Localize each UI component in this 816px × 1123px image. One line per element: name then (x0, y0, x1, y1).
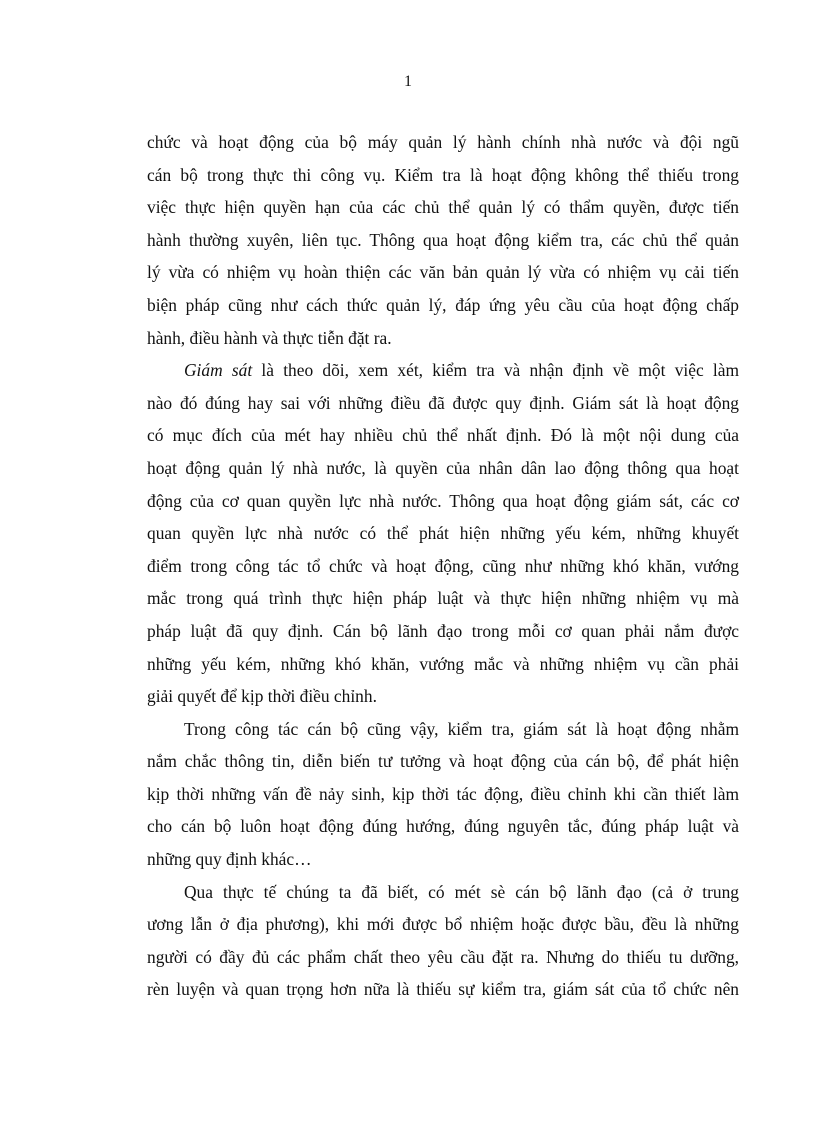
text-line: nắm chắc thông tin, diễn biến tư tưởng và hoạt động của cán bộ, để phát hiện (147, 751, 739, 772)
text-line: rèn luyện và quan trọng hơn nữa là thiếu sự kiểm tra, giám sát của tổ chức nên (147, 979, 739, 1000)
text-line: giải quyết để kịp thời điều chỉnh. (147, 686, 377, 707)
text-line-first (147, 354, 739, 387)
paragraph-1 (147, 126, 739, 354)
text-line: người có đầy đủ các phẩm chất theo yêu cầu đặt ra. Nhưng do thiếu tu dưỡng, (147, 946, 739, 967)
italic-term: Giám sát (184, 360, 253, 381)
text-line: chức và hoạt động của bộ máy quản lý hành chính nhà nước và đội ngũ (147, 132, 739, 152)
text-line: những yếu kém, những khó khăn, vướng mắc và những nhiệm vụ cần phải (147, 653, 739, 674)
text-line: hoạt động quản lý nhà nước, là quyền của nhân dân lao động thông qua hoạt (147, 457, 739, 478)
text-line: pháp luật đã quy định. Cán bộ lãnh đạo trong mỗi cơ quan phải nắm được (147, 620, 739, 641)
text-line: kịp thời những vấn đề nảy sinh, kịp thời tác động, điều chỉnh khi cần thiết làm (147, 783, 739, 804)
text-line: Qua thực tế chúng ta đã biết, có mét sè cán bộ lãnh đạo (cả ở trung (184, 881, 739, 902)
document-body (147, 126, 739, 1006)
text-line: hành, điều hành và thực tiễn đặt ra. (147, 327, 392, 348)
text-line: những quy định khác… (147, 849, 312, 870)
text-line: có mục đích của mét hay nhiều chủ thể nhất định. Đó là một nội dung của (147, 425, 739, 446)
paragraph-3 (147, 713, 739, 876)
text-line: mắc trong quá trình thực hiện pháp luật và thực hiện những nhiệm vụ mà (147, 588, 739, 609)
paragraph-4 (147, 876, 739, 1006)
text-line: Trong công tác cán bộ cũng vậy, kiểm tra, giám sát là hoạt động nhằm (184, 718, 739, 739)
text-line: hành thường xuyên, liên tục. Thông qua hoạt động kiểm tra, các chủ thể quản (147, 229, 739, 250)
text-line: điểm trong công tác tổ chức và hoạt động, cũng như những khó khăn, vướng (147, 555, 739, 576)
text-line: cho cán bộ luôn hoạt động đúng hướng, đúng nguyên tắc, đúng pháp luật và (147, 816, 739, 837)
text-line: ương lẫn ở địa phương), khi mới được bổ nhiệm hoặc được bầu, đều là những (147, 914, 739, 935)
text-line: động của cơ quan quyền lực nhà nước. Thông qua hoạt động giám sát, các cơ (147, 490, 739, 511)
text-line: quan quyền lực nhà nước có thể phát hiện những yếu kém, những khuyết (147, 523, 739, 544)
text-line: lý vừa có nhiệm vụ hoàn thiện các văn bản quản lý vừa có nhiệm vụ cải tiến (147, 262, 739, 283)
text-line: việc thực hiện quyền hạn của các chủ thể quản lý có thẩm quyền, được tiến (147, 197, 739, 218)
text-line: nào đó đúng hay sai với những điều đã được quy định. Giám sát là hoạt động (147, 392, 739, 413)
text-line: cán bộ trong thực thi công vụ. Kiểm tra là hoạt động không thể thiếu trong (147, 164, 739, 185)
text-line: biện pháp cũng như cách thức quản lý, đáp ứng yêu cầu của hoạt động chấp (147, 294, 739, 315)
paragraph-2 (147, 354, 739, 713)
text-line-rest: là theo dõi, xem xét, kiểm tra và nhận định về một việc làm (252, 360, 739, 381)
page-number: 1 (404, 73, 412, 90)
